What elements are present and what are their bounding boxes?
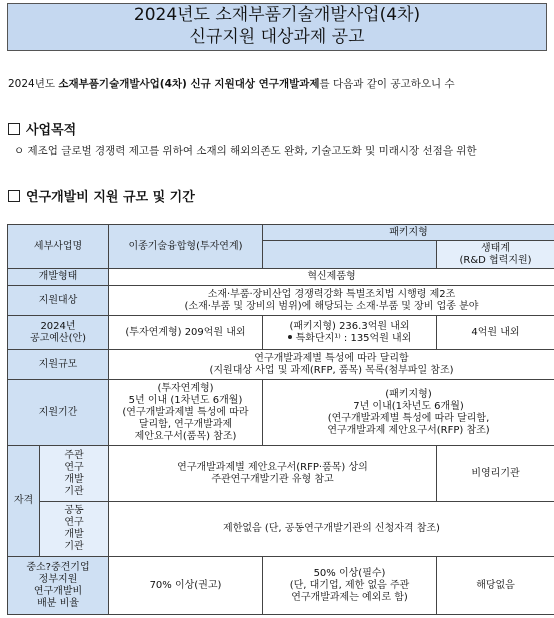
- lead-line1: 연구개발과제별 제안요구서(RFP·품목) 상의: [177, 461, 368, 473]
- ratio-label-line: 배분 비율: [37, 597, 79, 609]
- ratio-convergence: 70% 이상(권고): [109, 557, 263, 615]
- period-package: [263, 380, 554, 446]
- section-purpose-label: 사업목적: [26, 123, 77, 138]
- period-conv-line: 제안요구서(품목) 참조): [134, 430, 237, 442]
- joint-institution-value: 제한없음 (단, 공동연구개발기관의 신청자격 참조): [109, 502, 554, 557]
- page-title-line2: 신규지원 대상과제 공고: [189, 27, 365, 47]
- header-ecosystem: [437, 241, 554, 269]
- target-line2: (소재·부품 및 장비의 범위)에 해당되는 소재·부품 및 장비 업종 분야: [184, 300, 479, 312]
- budget-ecosystem: 4억원 내외: [437, 316, 554, 350]
- scale-line2: (지원대상 사업 및 과제(RFP, 품목) 목록(첨부파일 참조): [209, 364, 454, 376]
- checkbox-square-icon: [8, 123, 20, 135]
- ratio-package: [263, 557, 437, 615]
- bullet-icon: [288, 335, 292, 339]
- ratio-label-line: 정부지원: [38, 573, 78, 585]
- section-scale-heading: [8, 186, 195, 205]
- period-convergence: [109, 380, 263, 446]
- checkbox-square-icon: [8, 190, 20, 202]
- target-value: [109, 286, 554, 316]
- scale-value: [109, 350, 554, 380]
- budget-convergence: (투자연계형) 209억원 내외: [109, 316, 263, 350]
- header-convergence: 이종기술융합형(투자연계): [109, 225, 263, 269]
- header-detail-project: 세부사업명: [8, 225, 109, 269]
- header-ecosystem-sub: (R&D 협력지원): [459, 254, 532, 266]
- label-lead-institution: 주관 연구 개발 기관: [40, 446, 109, 502]
- lead-institution-ecosystem: 비영리기관: [437, 446, 554, 502]
- ratio-pkg-line: (단, 대기업, 제한 없음 주관: [289, 579, 410, 591]
- intro-bold: 소재부품기술개발사업(4차) 신규 지원대상 연구개발과제: [58, 78, 320, 90]
- intro-prefix: 2024년도: [8, 78, 59, 90]
- ratio-label-line: 중소?중견기업: [26, 561, 90, 573]
- budget-package: [263, 316, 437, 350]
- period-pkg-line: 7년 이내(1차년도 6개월): [353, 400, 464, 412]
- period-pkg-line: (연구개발과제별 특성에 따라 달리함,: [327, 412, 490, 424]
- period-conv-line: (연구개발과제별 특성에 따라: [122, 406, 249, 418]
- budget-label-name: 공고예산(안): [29, 332, 87, 344]
- row-label-period: 지원기간: [8, 380, 109, 446]
- row-label-target: 지원대상: [8, 286, 109, 316]
- row-label-dev-type: 개발형태: [8, 269, 109, 286]
- lead-line2: 주관연구개발기관 유형 참고: [211, 473, 334, 485]
- header-ecosystem-label: 생태계: [481, 242, 510, 254]
- header-package-blank: [263, 241, 437, 269]
- budget-package-line2: [265, 333, 434, 345]
- label-joint-institution: 공동 연구 개발 기관: [40, 502, 109, 557]
- ratio-label-line: 연구개발비: [33, 585, 83, 597]
- period-conv-line: 달리함, 연구개발과제: [138, 418, 233, 430]
- row-label-budget: [8, 316, 109, 350]
- lead-institution-value: [109, 446, 437, 502]
- ratio-pkg-line: 50% 이상(필수): [313, 567, 386, 579]
- budget-label-year: 2024년: [40, 320, 76, 332]
- period-pkg-line: (패키지형): [385, 388, 432, 400]
- period-pkg-line: 연구개발과제 제안요구서(RFP) 참조): [327, 424, 490, 436]
- period-conv-line: (투자연계형): [157, 382, 214, 394]
- page-title-box: [7, 3, 547, 51]
- ratio-ecosystem: 해당없음: [437, 557, 554, 615]
- ratio-pkg-line: 연구개발과제는 예외로 함): [291, 591, 408, 603]
- target-line1: 소재·부품·장비산업 경쟁력강화 특별조치법 시행령 제2조: [207, 288, 456, 300]
- intro-paragraph: [8, 76, 554, 91]
- intro-suffix: 를 다음과 같이 공고하오니 수: [319, 78, 455, 90]
- purpose-text: ㅇ 제조업 글로벌 경쟁력 제고를 위하여 소재의 해외의존도 완화, 기술고도화 및 미래시장 선점을 위한: [14, 145, 477, 157]
- section-purpose-heading: [8, 119, 76, 138]
- scale-line1: 연구개발과제별 특성에 따라 달리함: [254, 352, 409, 364]
- dev-type-value: 혁신제품형: [109, 269, 554, 286]
- header-package: 패키지형: [263, 225, 554, 241]
- page-title-line1: 2024년도 소재부품기술개발사업(4차): [133, 5, 421, 25]
- budget-package-line1: (패키지형) 236.3억원 내외: [289, 320, 410, 332]
- section-scale-label: 연구개발비 지원 규모 및 기간: [26, 190, 195, 205]
- support-table: [7, 224, 554, 615]
- budget-special-zone: 특화단지¹⁾ : 135억원 내외: [295, 332, 412, 344]
- row-label-ratio: [8, 557, 109, 615]
- row-label-qualification: 자격: [8, 446, 40, 557]
- row-label-scale: 지원규모: [8, 350, 109, 380]
- period-conv-line: 5년 이내 (1차년도 6개월): [128, 394, 243, 406]
